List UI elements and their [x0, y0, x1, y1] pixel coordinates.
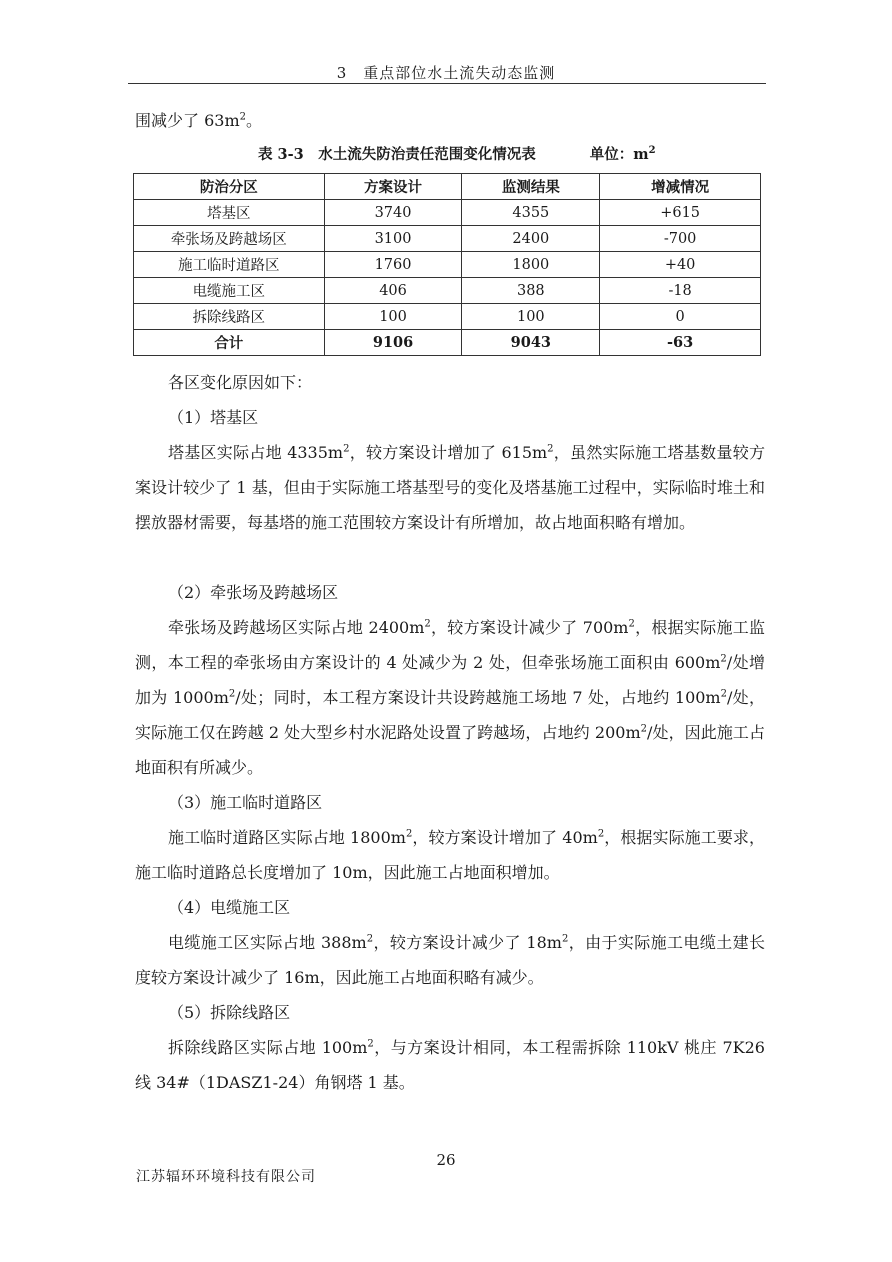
header-cell-change: 增减情况 [600, 174, 761, 200]
cell-change: +615 [600, 200, 761, 226]
cell-zone: 施工临时道路区 [134, 252, 325, 278]
header-cell-zone: 防治分区 [134, 174, 325, 200]
cell-monitoring: 100 [462, 304, 600, 330]
cell-change: -700 [600, 226, 761, 252]
responsibility-area-table [133, 173, 761, 356]
total-change: -63 [600, 330, 761, 356]
section-paragraph-cable [135, 925, 765, 995]
table-header-row [134, 174, 761, 200]
section-heading-demolition: （5）拆除线路区 [168, 1003, 291, 1022]
text-run: 施工临时道路区实际占地 1800m [168, 828, 406, 847]
text-run: ，虽然实际施工塔基数量较方案设计较少了 1 基，但由于实际施工塔基型号的变化及塔基施工过程中，实际临时堆土和摆放器材需要，每基塔的施工范围较方案设计有所增加，故占地面积略有增加。 [135, 443, 765, 532]
section-paragraph-tower-base [135, 435, 765, 540]
superscript: 2 [720, 653, 727, 665]
superscript: 2 [343, 443, 350, 455]
cell-change: -18 [600, 278, 761, 304]
cell-plan: 3100 [324, 226, 462, 252]
text-run: ，根据实际施工要求，施工临时道路总长度增加了 10m，因此施工占地面积增加。 [135, 828, 765, 882]
cell-zone: 牵张场及跨越场区 [134, 226, 325, 252]
table-row [134, 304, 761, 330]
superscript: 2 [561, 933, 569, 945]
table-unit-text: 单位：m [589, 146, 649, 163]
text-run: ，由于实际施工电缆土建长度较方案设计减少了 16m，因此施工占地面积略有减少。 [135, 933, 765, 987]
running-header-title: 3 重点部位水土流失动态监测 [336, 64, 556, 82]
intro-text: 围减少了 63m [135, 111, 240, 130]
cell-monitoring: 388 [462, 278, 600, 304]
cell-monitoring: 1800 [462, 252, 600, 278]
table-row [134, 278, 761, 304]
footer-company-name: 江苏辐环环境科技有限公司 [136, 1169, 316, 1185]
cell-change: 0 [600, 304, 761, 330]
text-run: /处；同时，本工程方案设计共设跨越施工场地 7 处，占地约 100m [235, 688, 721, 707]
cell-plan: 1760 [324, 252, 462, 278]
section-heading-temp-road: （3）施工临时道路区 [168, 793, 323, 812]
header-cell-plan: 方案设计 [324, 174, 462, 200]
table-row [134, 200, 761, 226]
text-run: /处增加为 1000m [135, 653, 765, 707]
text-run: 牵张场及跨越场区实际占地 2400m [168, 618, 425, 637]
table-row [134, 252, 761, 278]
superscript: 2 [405, 828, 413, 840]
text-run: 塔基区实际占地 4335m [168, 443, 344, 462]
text-run: ，根据实际施工监测，本工程的牵张场由方案设计的 4 处减少为 2 处，但牵张场施工面积由 600m [135, 618, 765, 672]
cell-change: +40 [600, 252, 761, 278]
total-plan: 9106 [324, 330, 462, 356]
intro-paragraph [135, 103, 765, 138]
cell-monitoring: 2400 [462, 226, 600, 252]
cell-plan: 3740 [324, 200, 462, 226]
section-heading-tension-yard: （2）牵张场及跨越场区 [168, 583, 339, 602]
table-unit-superscript: 2 [648, 145, 656, 157]
table-caption [258, 143, 656, 164]
section-paragraph-demolition [135, 1030, 765, 1100]
section-heading-tower-base: （1）塔基区 [168, 408, 259, 427]
cell-monitoring: 4355 [462, 200, 600, 226]
text-run: 拆除线路区实际占地 100m [168, 1038, 368, 1057]
header-cell-monitoring: 监测结果 [462, 174, 600, 200]
text-run: 电缆施工区实际占地 388m [168, 933, 367, 952]
table-row [134, 226, 761, 252]
intro-text-end: 。 [246, 111, 263, 130]
text-run: ，较方案设计增加了 40m [412, 828, 598, 847]
text-run: /处，因此施工占地面积有所减少。 [135, 723, 765, 777]
intro-superscript: 2 [239, 111, 246, 123]
table-unit [590, 146, 656, 163]
section-paragraph-tension-yard [135, 610, 765, 785]
reasons-intro: 各区变化原因如下： [168, 373, 313, 392]
text-run: ，较方案设计减少了 700m [430, 618, 629, 637]
superscript: 2 [628, 618, 635, 630]
total-monitoring: 9043 [462, 330, 600, 356]
superscript: 2 [367, 1038, 374, 1050]
superscript: 2 [424, 618, 431, 630]
page-number: 26 [436, 1151, 456, 1169]
table-total-row [134, 330, 761, 356]
total-label: 合计 [134, 330, 325, 356]
cell-plan: 406 [324, 278, 462, 304]
superscript: 2 [720, 688, 727, 700]
superscript: 2 [640, 723, 648, 735]
text-run: ，较方案设计增加了 615m [349, 443, 548, 462]
cell-plan: 100 [324, 304, 462, 330]
cell-zone: 塔基区 [134, 200, 325, 226]
text-run: /处，实际施工仅在跨越 2 处大型乡村水泥路处设置了跨越场，占地约 200m [135, 688, 765, 742]
superscript: 2 [547, 443, 554, 455]
section-heading-cable: （4）电缆施工区 [168, 898, 291, 917]
text-run: ，与方案设计相同，本工程需拆除 110kV 桃庄 7K26 线 34#（1DASZ1-24）角钢塔 1 基。 [135, 1038, 765, 1092]
text-run: ，较方案设计减少了 18m [373, 933, 562, 952]
superscript: 2 [228, 688, 236, 700]
header-divider [128, 83, 766, 84]
superscript: 2 [597, 828, 605, 840]
cell-zone: 拆除线路区 [134, 304, 325, 330]
section-paragraph-temp-road [135, 820, 765, 890]
cell-zone: 电缆施工区 [134, 278, 325, 304]
table-title: 表 3-3 水土流失防治责任范围变化情况表 [258, 146, 536, 163]
superscript: 2 [366, 933, 374, 945]
